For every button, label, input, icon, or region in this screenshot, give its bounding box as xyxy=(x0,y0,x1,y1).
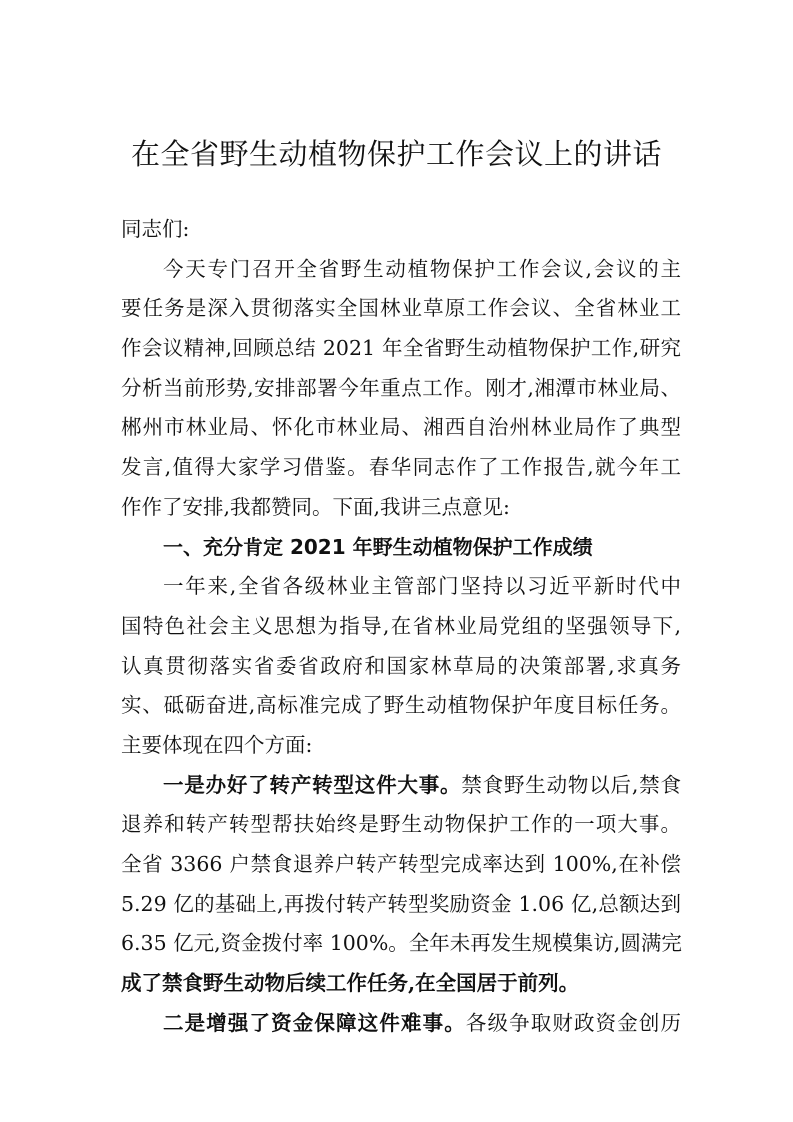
text-line xyxy=(121,726,681,766)
text: 实、砥砺奋进,高标准完成了野生动植物保护年度目标任务。 xyxy=(121,693,681,718)
text: 一年来,全省各级林业主管部门坚持以习近平新时代中 xyxy=(163,574,681,599)
text-line xyxy=(121,289,681,329)
text-line xyxy=(121,448,681,488)
text-line xyxy=(121,766,681,806)
text: 全省 3366 户禁食退养户转产转型完成率达到 100%,在补偿 xyxy=(121,852,681,876)
document-title: 在全省野生动植物保护工作会议上的讲话 xyxy=(130,137,662,171)
text: 分析当前形势,安排部署今年重点工作。刚才,湘潭市林业局、 xyxy=(121,375,681,400)
text-line xyxy=(121,885,681,925)
section-heading: 一、充分肯定 2021 年野生动植物保护工作成绩 xyxy=(163,534,593,559)
text-line xyxy=(121,686,681,726)
text: 要任务是深入贯彻落实全国林业草原工作会议、全省林业工 xyxy=(121,296,681,321)
text-line xyxy=(121,924,681,964)
text-line xyxy=(121,250,681,290)
document-body xyxy=(121,210,681,1043)
text: 退养和转产转型帮扶始终是野生动物保护工作的一项大事。 xyxy=(121,812,681,837)
text-line xyxy=(121,408,681,448)
text-line xyxy=(121,805,681,845)
text: 各级争取财政资金创历 xyxy=(465,1010,682,1035)
text-line xyxy=(121,647,681,687)
text: 主要体现在四个方面: xyxy=(121,732,313,757)
bold-text: 一是办好了转产转型这件大事。 xyxy=(163,772,462,797)
text: 郴州市林业局、怀化市林业局、湘西自治州林业局作了典型 xyxy=(121,415,681,440)
text: 禁食野生动物以后,禁食 xyxy=(461,772,681,797)
text: 发言,值得大家学习借鉴。春华同志作了工作报告,就今年工 xyxy=(121,455,681,480)
text-line xyxy=(121,567,681,607)
text-line xyxy=(121,607,681,647)
text: 作会议精神,回顾总结 2021 年全省野生动植物保护工作,研究 xyxy=(121,336,681,361)
bold-text: 成了禁食野生动物后续工作任务,在全国居于前列。 xyxy=(121,971,580,996)
text-line xyxy=(121,488,681,528)
text: 作作了安排,我都赞同。下面,我讲三点意见: xyxy=(121,494,510,519)
text-line xyxy=(121,964,681,1004)
text-line xyxy=(121,329,681,369)
text: 6.35 亿元,资金拨付率 100%。全年未再发生规模集访,圆满完 xyxy=(121,931,682,956)
text: 认真贯彻落实省委省政府和国家林草局的决策部署,求真务 xyxy=(121,653,681,678)
text-line xyxy=(121,369,681,409)
text: 5.29 亿的基础上,再拨付转产转型奖励资金 1.06 亿,总额达到 xyxy=(121,891,681,916)
text-line xyxy=(121,528,681,568)
text: 国特色社会主义思想为指导,在省林业局党组的坚强领导下, xyxy=(121,613,681,638)
text-line xyxy=(121,845,681,885)
text: 同志们: xyxy=(121,217,190,241)
text-line xyxy=(121,1004,681,1044)
bold-text: 二是增强了资金保障这件难事。 xyxy=(163,1010,466,1035)
text-line xyxy=(121,210,681,250)
text: 今天专门召开全省野生动植物保护工作会议,会议的主 xyxy=(163,256,681,281)
